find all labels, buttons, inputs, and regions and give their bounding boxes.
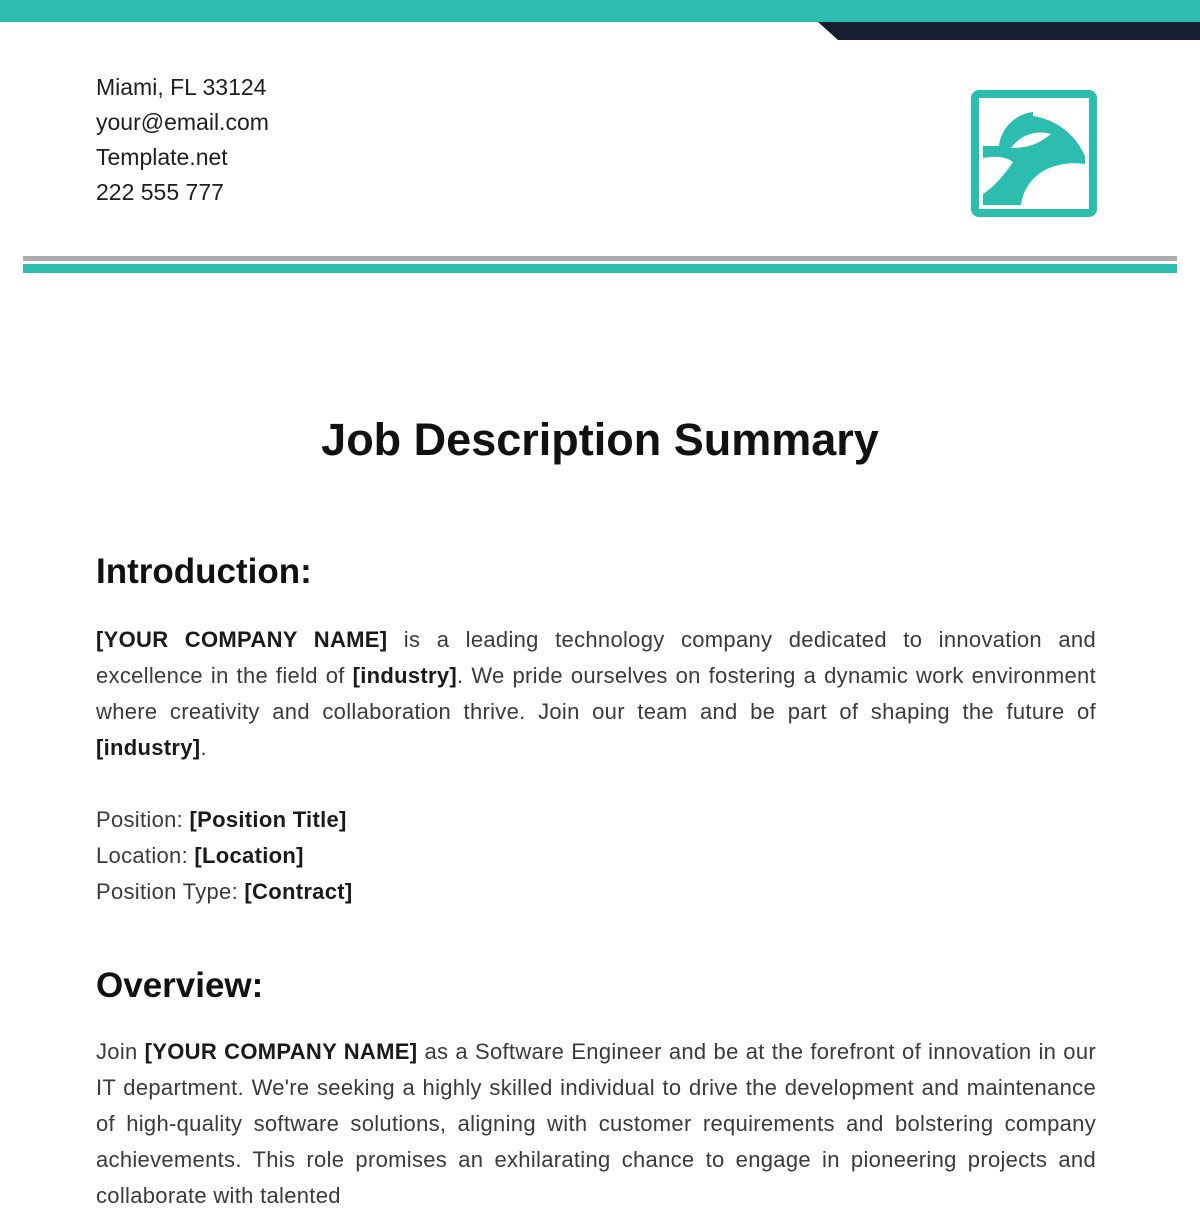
overview-heading: Overview: (96, 966, 264, 1005)
field-value: [Location] (194, 843, 304, 868)
intro-text-2: . We pride ourselves on fostering a dynamic work environment where creativity and collaboration thrive. Join our team and be part of shaping the future of (96, 663, 1096, 724)
field-location (96, 838, 353, 874)
field-value: [Contract] (244, 879, 353, 904)
contact-website: Template.net (96, 144, 228, 170)
introduction-heading: Introduction: (96, 552, 312, 591)
company-name-placeholder: [YOUR COMPANY NAME] (96, 627, 388, 652)
field-label: Location: (96, 843, 195, 868)
field-position-type (96, 874, 353, 910)
contact-email: your@email.com (96, 109, 269, 135)
field-label: Position Type: (96, 879, 245, 904)
field-value: [Position Title] (189, 807, 347, 832)
overview-paragraph (96, 1034, 1096, 1214)
industry-placeholder: [industry] (96, 735, 201, 760)
document-title: Job Description Summary (321, 414, 879, 465)
overview-text-1: Join (96, 1039, 145, 1064)
position-fields (96, 802, 353, 910)
intro-text-3: . (200, 735, 207, 760)
header-divider-teal (23, 264, 1177, 273)
contact-address: Miami, FL 33124 (96, 74, 267, 100)
leaf-logo-icon (971, 90, 1097, 217)
intro-text-1: is a leading technology company dedicated to innovation and excellence in the field of (96, 627, 1096, 688)
top-accent-bar (0, 0, 1200, 40)
overview-text-2: as a Software Engineer and be at the forefront of innovation in our IT department. We're seeking a highly skilled individual to drive the development and maintenance of high-quality software solutions, aligning with customer requirements and bolstering company achievements. This role promises an exhilarating chance to engage in pioneering projects and collaborate with talented (96, 1039, 1096, 1208)
introduction-paragraph (96, 622, 1096, 766)
top-bar-dark (818, 22, 1200, 40)
contact-phone: 222 555 777 (96, 179, 224, 205)
industry-placeholder: [industry] (352, 663, 458, 688)
header-divider-gray (23, 256, 1177, 261)
field-position (96, 802, 353, 838)
company-name-placeholder: [YOUR COMPANY NAME] (144, 1039, 418, 1064)
contact-info (96, 70, 269, 210)
top-bar-teal (0, 0, 1200, 22)
field-label: Position: (96, 807, 190, 832)
